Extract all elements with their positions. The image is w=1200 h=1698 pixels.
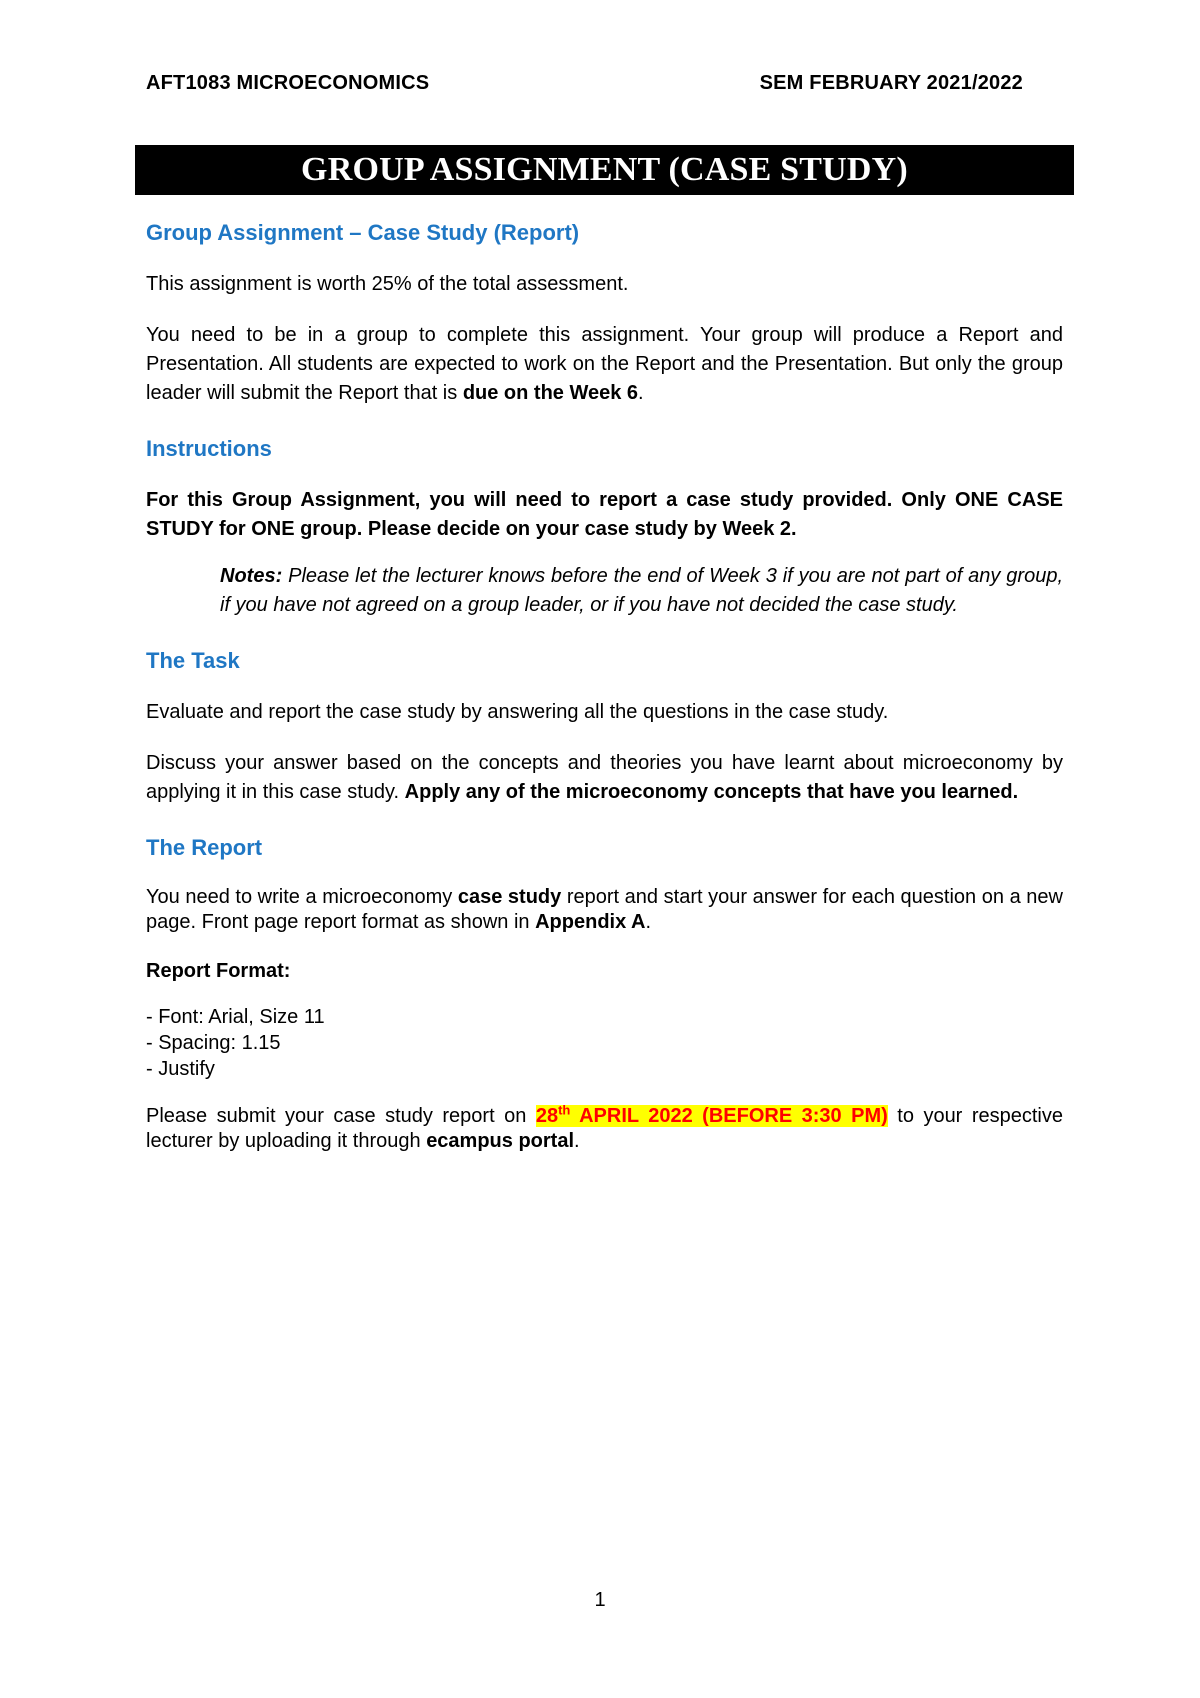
report-format-list [146, 1004, 1063, 1082]
format-item-font: - Font: Arial, Size 11 [146, 1006, 325, 1028]
group-paragraph-end: . [638, 382, 644, 404]
notes-paragraph [220, 562, 1063, 620]
section-heading-task: The Task [146, 648, 240, 673]
submission-end: . [574, 1130, 580, 1152]
deadline-day: 28 [535, 1105, 559, 1127]
group-paragraph [146, 321, 1063, 408]
task-paragraph-1: Evaluate and report the case study by answering all the questions in the case study. [146, 701, 889, 723]
instructions-paragraph: For this Group Assignment, you will need to report a case study provided. Only ONE CASE STUDY for ONE group. Please decide on your case study by Week 2. [146, 489, 1063, 540]
course-code: AFT1083 MICROECONOMICS [146, 72, 430, 94]
worth-paragraph: This assignment is worth 25% of the total assessment. [146, 273, 629, 295]
section-heading-report: The Report [146, 835, 263, 860]
ecampus-portal-text: ecampus portal [426, 1130, 575, 1152]
document-title: GROUP ASSIGNMENT (CASE STUDY) [301, 151, 908, 188]
group-paragraph-text: You need to be in a group to complete this assignment. Your group will produce a Report and Presentation. All students are expected to work on the Report and the Presentation. But only the group leader will submit the Report that is [146, 324, 1063, 404]
section-heading-instructions: Instructions [146, 436, 272, 461]
deadline-day-suffix: th [558, 1102, 571, 1118]
deadline-rest: APRIL 2022 (BEFORE 3:30 PM) [570, 1105, 888, 1127]
report-paragraph-mid: report and start your answer for each question on a new page. Front page report format as shown in [146, 886, 1063, 933]
case-study-text: case study [457, 886, 562, 908]
notes-label: Notes: [220, 565, 283, 587]
task-paragraph-2-text: Discuss your answer based on the concepts and theories you have learnt about microeconomy by applying it in this case study. [146, 752, 1063, 803]
report-paragraph-end: . [645, 911, 652, 933]
submission-text-2: to your respective lecturer by uploading it through [146, 1105, 1063, 1152]
notes-text: Please let the lecturer knows before the end of Week 3 if you are not part of any group, if you have not agreed on a group leader, or if you have not decided the case study. [220, 565, 1063, 616]
title-banner [135, 145, 1074, 195]
page-number: 1 [594, 1589, 606, 1611]
due-week-text: due on the Week 6 [462, 382, 639, 404]
page-header [146, 72, 1023, 95]
apply-concepts-text: Apply any of the microeconomy concepts that have you learned. [404, 781, 1019, 803]
section-heading-intro: Group Assignment – Case Study (Report) [146, 220, 580, 245]
document-body [146, 218, 1063, 1154]
submission-paragraph [146, 1104, 1063, 1154]
task-paragraph-2 [146, 749, 1063, 807]
submission-deadline [535, 1102, 888, 1127]
report-paragraph [146, 885, 1063, 935]
report-paragraph-text: You need to write a microeconomy [146, 886, 458, 908]
format-item-justify: - Justify [146, 1058, 215, 1080]
report-format-label: Report Format: [146, 960, 291, 982]
appendix-reference: Appendix A [535, 911, 646, 933]
format-item-spacing: - Spacing: 1.15 [146, 1032, 281, 1054]
submission-text: Please submit your case study report on [146, 1105, 536, 1127]
semester-label: SEM FEBRUARY 2021/2022 [759, 72, 1023, 94]
